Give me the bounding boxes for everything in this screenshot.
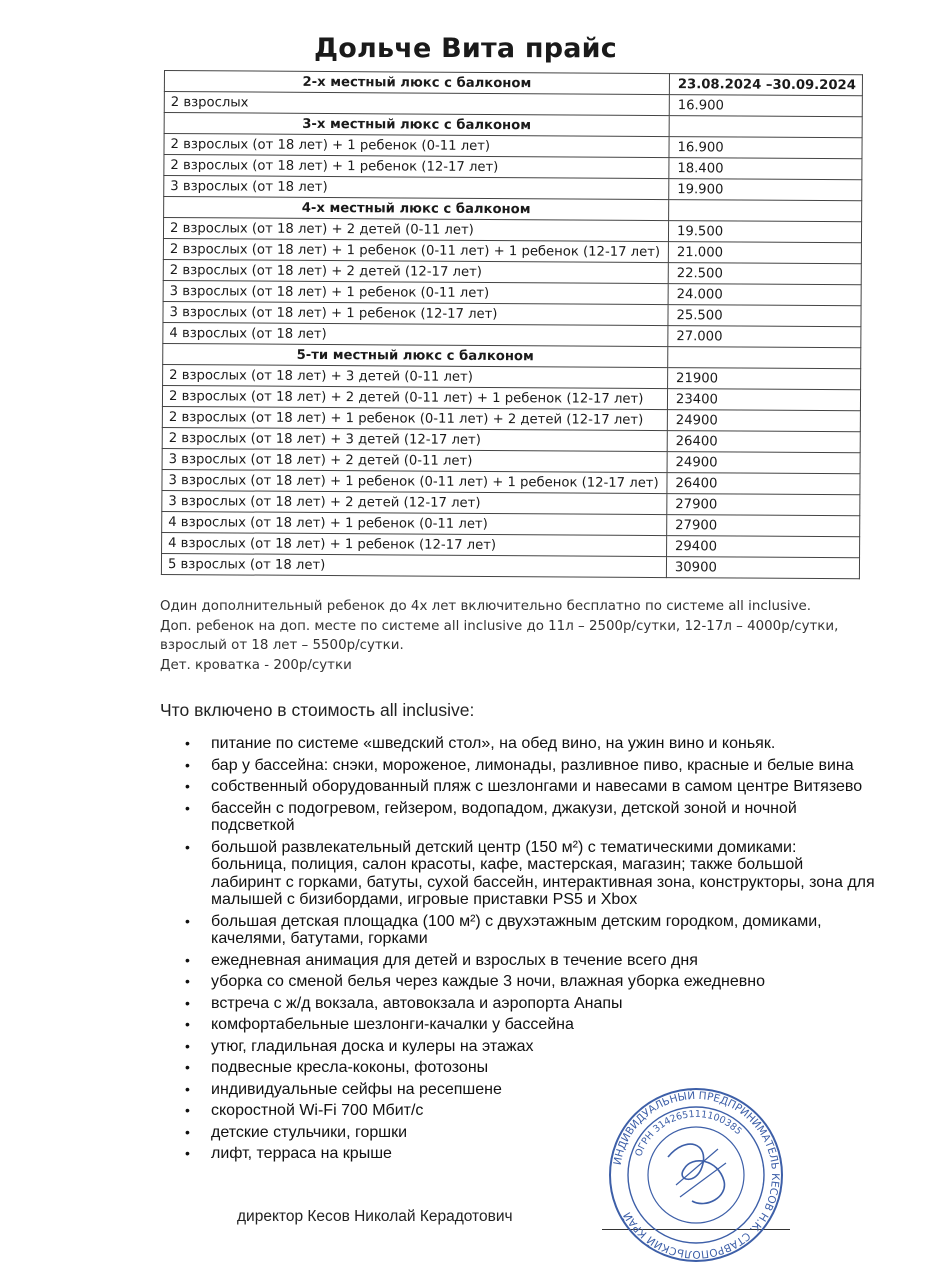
room-type-heading: 2-х местный люкс с балконом (164, 71, 669, 95)
price-cell: 26400 (667, 431, 860, 453)
price-cell: 26400 (667, 473, 860, 495)
list-item-text: бар у бассейна: снэки, мороженое, лимонады, разливное пиво, красные и белые вина (211, 756, 854, 774)
bullet-icon: • (185, 951, 190, 968)
price-table (161, 70, 863, 579)
list-item (185, 973, 875, 991)
room-type-heading: 5-ти местный люкс с балконом (163, 343, 668, 367)
bullet-icon: • (185, 756, 190, 773)
list-item (185, 735, 875, 753)
included-heading: Что включено в стоимость all inclusive: (160, 700, 475, 720)
signature-text: директор Кесов Николай Керадотович (237, 1208, 513, 1225)
price-cell: 27900 (667, 515, 860, 537)
occupancy-cell: 3 взрослых (от 18 лет) + 1 ребенок (0-11 лет) (163, 280, 668, 304)
price-cell: 16.900 (669, 95, 862, 117)
occupancy-cell: 2 взрослых (от 18 лет) + 1 ребенок (0-11 лет) (164, 134, 669, 158)
occupancy-cell: 3 взрослых (от 18 лет) (164, 176, 669, 200)
stamp-hatching (676, 1149, 726, 1197)
price-cell (668, 347, 861, 369)
occupancy-cell: 2 взрослых (от 18 лет) + 3 детей (0-11 лет) (163, 364, 668, 388)
date-range-cell: 23.08.2024 –30.09.2024 (669, 74, 862, 96)
list-item-text: питание по системе «шведский стол», на обед вино, на ужин вино и коньяк. (211, 735, 776, 752)
occupancy-cell: 2 взрослых (от 18 лет) + 1 ребенок (12-17 лет) (164, 155, 669, 179)
bullet-icon: • (185, 735, 190, 751)
occupancy-cell: 3 взрослых (от 18 лет) + 1 ребенок (12-17 лет) (163, 301, 668, 325)
note-free-child: Один дополнительный ребенок до 4х лет включительно бесплатно по системе all inclusive. (160, 599, 812, 614)
price-cell: 18.400 (669, 158, 862, 180)
list-item (185, 1059, 875, 1077)
list-item-text: утюг, гладильная доска и кулеры на этажах (211, 1037, 534, 1055)
bullet-icon: • (185, 973, 190, 989)
price-cell: 24900 (667, 452, 860, 474)
note-crib: Дет. кроватка - 200р/сутки (160, 657, 352, 673)
price-cell: 24.000 (668, 284, 861, 306)
occupancy-cell: 2 взрослых (от 18 лет) + 1 ребенок (0-11 лет) + 1 ребенок (12-17 лет) (163, 238, 668, 262)
occupancy-cell: 3 взрослых (от 18 лет) + 1 ребенок (0-11 лет) + 1 ребенок (12-17 лет) (162, 469, 667, 493)
bullet-icon: • (185, 1016, 190, 1032)
list-item-text: скоростной Wi-Fi 700 Мбит/с (211, 1102, 424, 1119)
list-item (185, 839, 875, 909)
stamp-inner-text: ОГРН 314265111100385 (633, 1108, 744, 1159)
list-item (185, 778, 875, 796)
price-cell: 22.500 (668, 263, 861, 285)
list-item-text: комфортабельные шезлонги-качалки у бассейна (211, 1016, 574, 1033)
price-cell: 30900 (666, 557, 859, 579)
notes-block (160, 597, 860, 675)
list-item (185, 800, 875, 835)
stamp-outer-text: ИНДИВИДУАЛЬНЫЙ ПРЕДПРИНИМАТЕЛЬ КЕСОВ Н.К. СТАВРОПОЛЬСКИЙ КРАЙ (611, 1089, 782, 1261)
occupancy-cell: 2 взрослых (от 18 лет) + 2 детей (12-17 лет) (163, 259, 668, 283)
bullet-icon: • (185, 1059, 190, 1075)
bullet-icon: • (185, 1102, 190, 1118)
room-type-heading: 4-х местный люкс с балконом (164, 197, 669, 221)
list-item (185, 1038, 875, 1056)
occupancy-cell: 4 взрослых (от 18 лет) + 1 ребенок (12-17 лет) (162, 532, 667, 556)
list-item-text: большая детская площадка (100 м²) с двухэтажным детским городком, домиками, качелями, батутами, горками (211, 912, 822, 947)
page-title: Дольче Вита прайс (314, 33, 617, 64)
stamp-signature-scribble (668, 1144, 724, 1203)
occupancy-cell: 2 взрослых (от 18 лет) + 1 ребенок (0-11 лет) + 2 детей (12-17 лет) (162, 406, 667, 430)
list-item (185, 952, 875, 970)
occupancy-cell: 3 взрослых (от 18 лет) + 2 детей (0-11 лет) (162, 448, 667, 472)
bullet-icon: • (185, 1123, 190, 1140)
list-item-text: встреча с ж/д вокзала, автовокзала и аэропорта Анапы (211, 994, 623, 1012)
occupancy-cell: 3 взрослых (от 18 лет) + 2 детей (12-17 лет) (162, 490, 667, 514)
bullet-icon: • (185, 799, 190, 816)
bullet-icon: • (185, 912, 190, 929)
list-item-text: уборка со сменой белья через каждые 3 ночи, влажная уборка ежедневно (211, 973, 766, 990)
price-cell: 25.500 (668, 305, 861, 327)
bullet-icon: • (185, 778, 190, 794)
list-item-text: бассейн с подогревом, гейзером, водопадом, джакузи, детской зоной и ночной подсветкой (211, 799, 797, 834)
occupancy-cell: 2 взрослых (164, 92, 669, 116)
occupancy-cell: 5 взрослых (от 18 лет) (161, 553, 666, 577)
list-item-text: ежедневная анимация для детей и взрослых в течение всего дня (211, 951, 698, 969)
list-item-text: детские стульчики, горшки (211, 1123, 408, 1141)
price-cell: 27900 (667, 494, 860, 516)
bullet-icon: • (185, 838, 190, 855)
list-item (185, 995, 875, 1013)
occupancy-cell: 4 взрослых (от 18 лет) + 1 ребенок (0-11 лет) (162, 511, 667, 535)
table-row (161, 553, 859, 578)
price-cell: 19.900 (669, 179, 862, 201)
price-cell: 19.500 (668, 221, 861, 243)
price-cell: 29400 (666, 536, 859, 558)
price-cell: 23400 (667, 389, 860, 411)
price-cell: 16.900 (669, 137, 862, 159)
bullet-icon: • (185, 994, 190, 1011)
bullet-icon: • (185, 1145, 190, 1161)
price-cell: 27.000 (668, 326, 861, 348)
list-item-text: подвесные кресла-коконы, фотозоны (211, 1059, 489, 1076)
occupancy-cell: 4 взрослых (от 18 лет) (163, 322, 668, 346)
list-item-text: большой развлекательный детский центр (150 м²) с тематическими домиками: больница, полиция, салон красоты, кафе, мастерская, магазин; также большой лабиринт с горками, батуты, сухой бассейн, интерактивная зона, конструкторы, зона для малышей с бизибордами, игровые приставки PS5 и Xbox (211, 838, 875, 908)
list-item-text: лифт, терраса на крыше (211, 1145, 392, 1162)
room-type-heading: 3-х местный люкс с балконом (164, 113, 669, 137)
occupancy-cell: 2 взрослых (от 18 лет) + 2 детей (0-11 лет) + 1 ребенок (12-17 лет) (162, 385, 667, 409)
list-item (185, 757, 875, 775)
list-item (185, 1016, 875, 1034)
price-cell (669, 116, 862, 138)
list-item-text: индивидуальные сейфы на ресепшене (211, 1080, 502, 1098)
company-stamp (606, 1085, 786, 1265)
list-item-text: собственный оборудованный пляж с шезлонгами и навесами в самом центре Витязево (211, 778, 863, 795)
note-extra-bed: Доп. ребенок на доп. месте по системе all inclusive до 11л – 2500р/сутки, 12-17л – 4000р/сутки, взрослый от 18 лет – 5500р/сутки. (160, 618, 839, 653)
price-cell: 21.000 (668, 242, 861, 264)
price-cell: 24900 (667, 410, 860, 432)
occupancy-cell: 2 взрослых (от 18 лет) + 3 детей (12-17 лет) (162, 427, 667, 451)
list-item (185, 913, 875, 948)
stamp-center-ring (648, 1127, 744, 1223)
bullet-icon: • (185, 1080, 190, 1097)
bullet-icon: • (185, 1037, 190, 1054)
price-cell: 21900 (668, 368, 861, 390)
occupancy-cell: 2 взрослых (от 18 лет) + 2 детей (0-11 лет) (163, 218, 668, 242)
price-cell (669, 200, 862, 222)
